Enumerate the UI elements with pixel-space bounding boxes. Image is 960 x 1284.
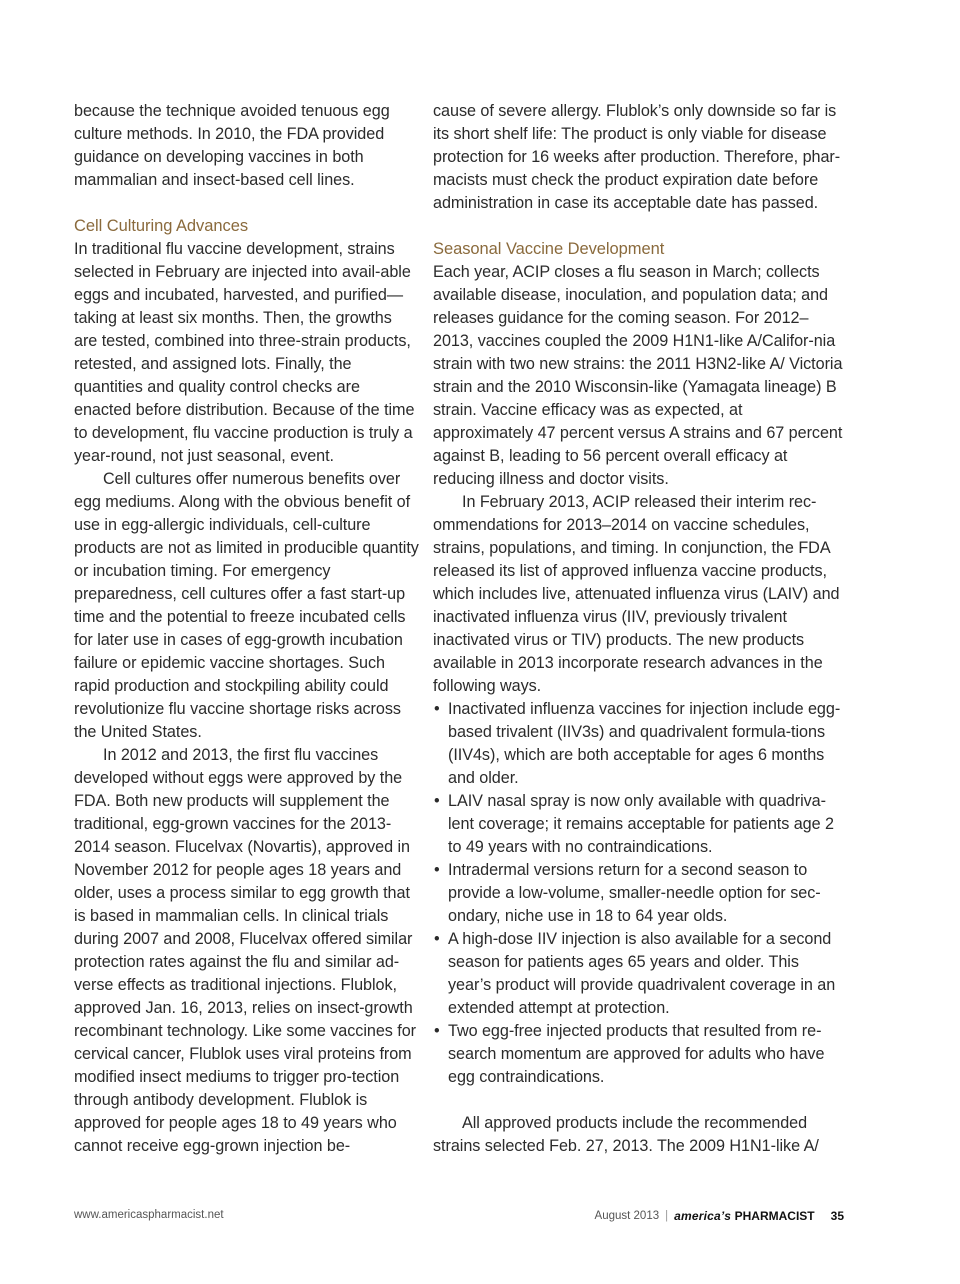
list-item: • Intradermal versions return for a second season to provide a low-volume, smaller-needle option for sec-ondary, niche use in 18 to 64 year olds. — [433, 859, 843, 928]
section-heading-cell-culturing: Cell Culturing Advances — [74, 217, 249, 235]
paragraph: In February 2013, ACIP released their interim rec-ommendations for 2013–2014 on vaccine schedules, strains, populations, and timing. In conjunction, the FDA released its list of approved influenza vaccine products, which includes live, attenuated influenza virus (LAIV) and inactivated influenza virus (IIV, previously trivalent inactivated virus or TIV) products. The new products available in 2013 incorporate research advances in the following ways. — [433, 493, 840, 695]
list-item: • Inactivated influenza vaccines for injection include egg-based trivalent (IIV3s) and quadrivalent formula-tions (IIV4s), which are both acceptable for ages 6 months and older. — [433, 698, 843, 790]
magazine-logo — [674, 1209, 815, 1223]
paragraph: Cell cultures offer numerous benefits over egg mediums. Along with the obvious benefit of use in egg-allergic individuals, cell-culture products are not as limited in producible quantity or incubation timing. For emergency preparedness, cell cultures offer a fast start-up time and the potential to freeze incubated cells for later use in cases of egg-growth incubation failure or epidemic vaccine shortages. Such rapid production and stockpiling ability could revolutionize flu vaccine shortage risks across the United States. — [74, 470, 419, 741]
footer-right — [595, 1209, 844, 1223]
page-number: 35 — [830, 1209, 844, 1223]
bullet-list — [433, 698, 843, 1089]
paragraph: because the technique avoided tenuous egg culture methods. In 2010, the FDA provided guidance on developing vaccines in both mammalian and insect-based cell lines. — [74, 102, 390, 189]
spacer — [433, 1089, 843, 1112]
list-item: • Two egg-free injected products that resulted from re-search momentum are approved for adults who have egg contraindications. — [433, 1020, 843, 1089]
footer-separator: | — [665, 1210, 669, 1222]
paragraph: In 2012 and 2013, the first flu vaccines developed without eggs were approved by the FDA. Both new products will supplement the traditional, egg-grown vaccines for the 2013-2014 season. Flucelvax (Novartis), approved in November 2012 for people ages 18 years and older, uses a process similar to egg growth that is based in mammalian cells. In clinical trials during 2007 and 2008, Flucelvax offered similar protection rates against the flu and similar ad-verse effects as traditional injections. Flublok, approved Jan. 16, 2013, relies on insect-growth recombinant technology. Like some vaccines for cervical cancer, Flublok uses viral proteins from modified insect mediums to trigger pro-tection through antibody development. Flublok is approved for people ages 18 to 49 years who cannot receive egg-grown injection be- — [74, 746, 417, 1155]
paragraph: cause of severe allergy. Flublok’s only downside so far is its short shelf life: The product is only viable for disease protection for 16 weeks after production. Therefore, phar-macists must check the product expiration date before administration in case its acceptable date has passed. — [433, 102, 841, 212]
page-footer — [74, 1209, 844, 1229]
list-item: • LAIV nasal spray is now only available with quadriva-lent coverage; it remains acceptable for patients age 2 to 49 years with no contraindications. — [433, 790, 843, 859]
logo-name: PHARMACIST — [734, 1209, 815, 1223]
website-url[interactable]: www.americaspharmacist.net — [74, 1209, 224, 1221]
issue-date: August 2013 — [594, 1210, 660, 1222]
paragraph: Each year, ACIP closes a flu season in March; collects available disease, inoculation, and population data; and releases guidance for the coming season. For 2012–2013, vaccines coupled the 2009 H1N1-like A/Califor-nia strain with two new strains: the 2011 H3N2-like A/ Victoria strain and the 2010 Wisconsin-like (Yamagata lineage) B strain. Vaccine efficacy was as expected, at approximately 47 percent versus A strains and 67 percent against B, leading to 56 percent overall efficacy at reducing illness and doctor visits. — [433, 263, 843, 488]
paragraph: In traditional flu vaccine development, strains selected in February are injected into avail-able eggs and incubated, harvested, and purified—taking at least six months. Then, the growths are tested, combined into three-strain products, retested, and assigned lots. Finally, the quantities and quality control checks are enacted before distribution. Because of the time to development, flu vaccine production is truly a year-round, not just seasonal, event. — [74, 240, 415, 465]
list-item: • A high-dose IIV injection is also available for a second season for patients ages 65 years and older. This year’s product will provide quadrivalent coverage in an extended attempt at protection. — [433, 928, 843, 1020]
left-column — [74, 100, 419, 1158]
section-heading-seasonal-vaccine: Seasonal Vaccine Development — [433, 240, 665, 258]
paragraph: All approved products include the recommended strains selected Feb. 27, 2013. The 2009 H1N1-like A/ — [433, 1114, 819, 1155]
logo-prefix: america’s — [674, 1209, 732, 1223]
right-column — [433, 100, 843, 1158]
